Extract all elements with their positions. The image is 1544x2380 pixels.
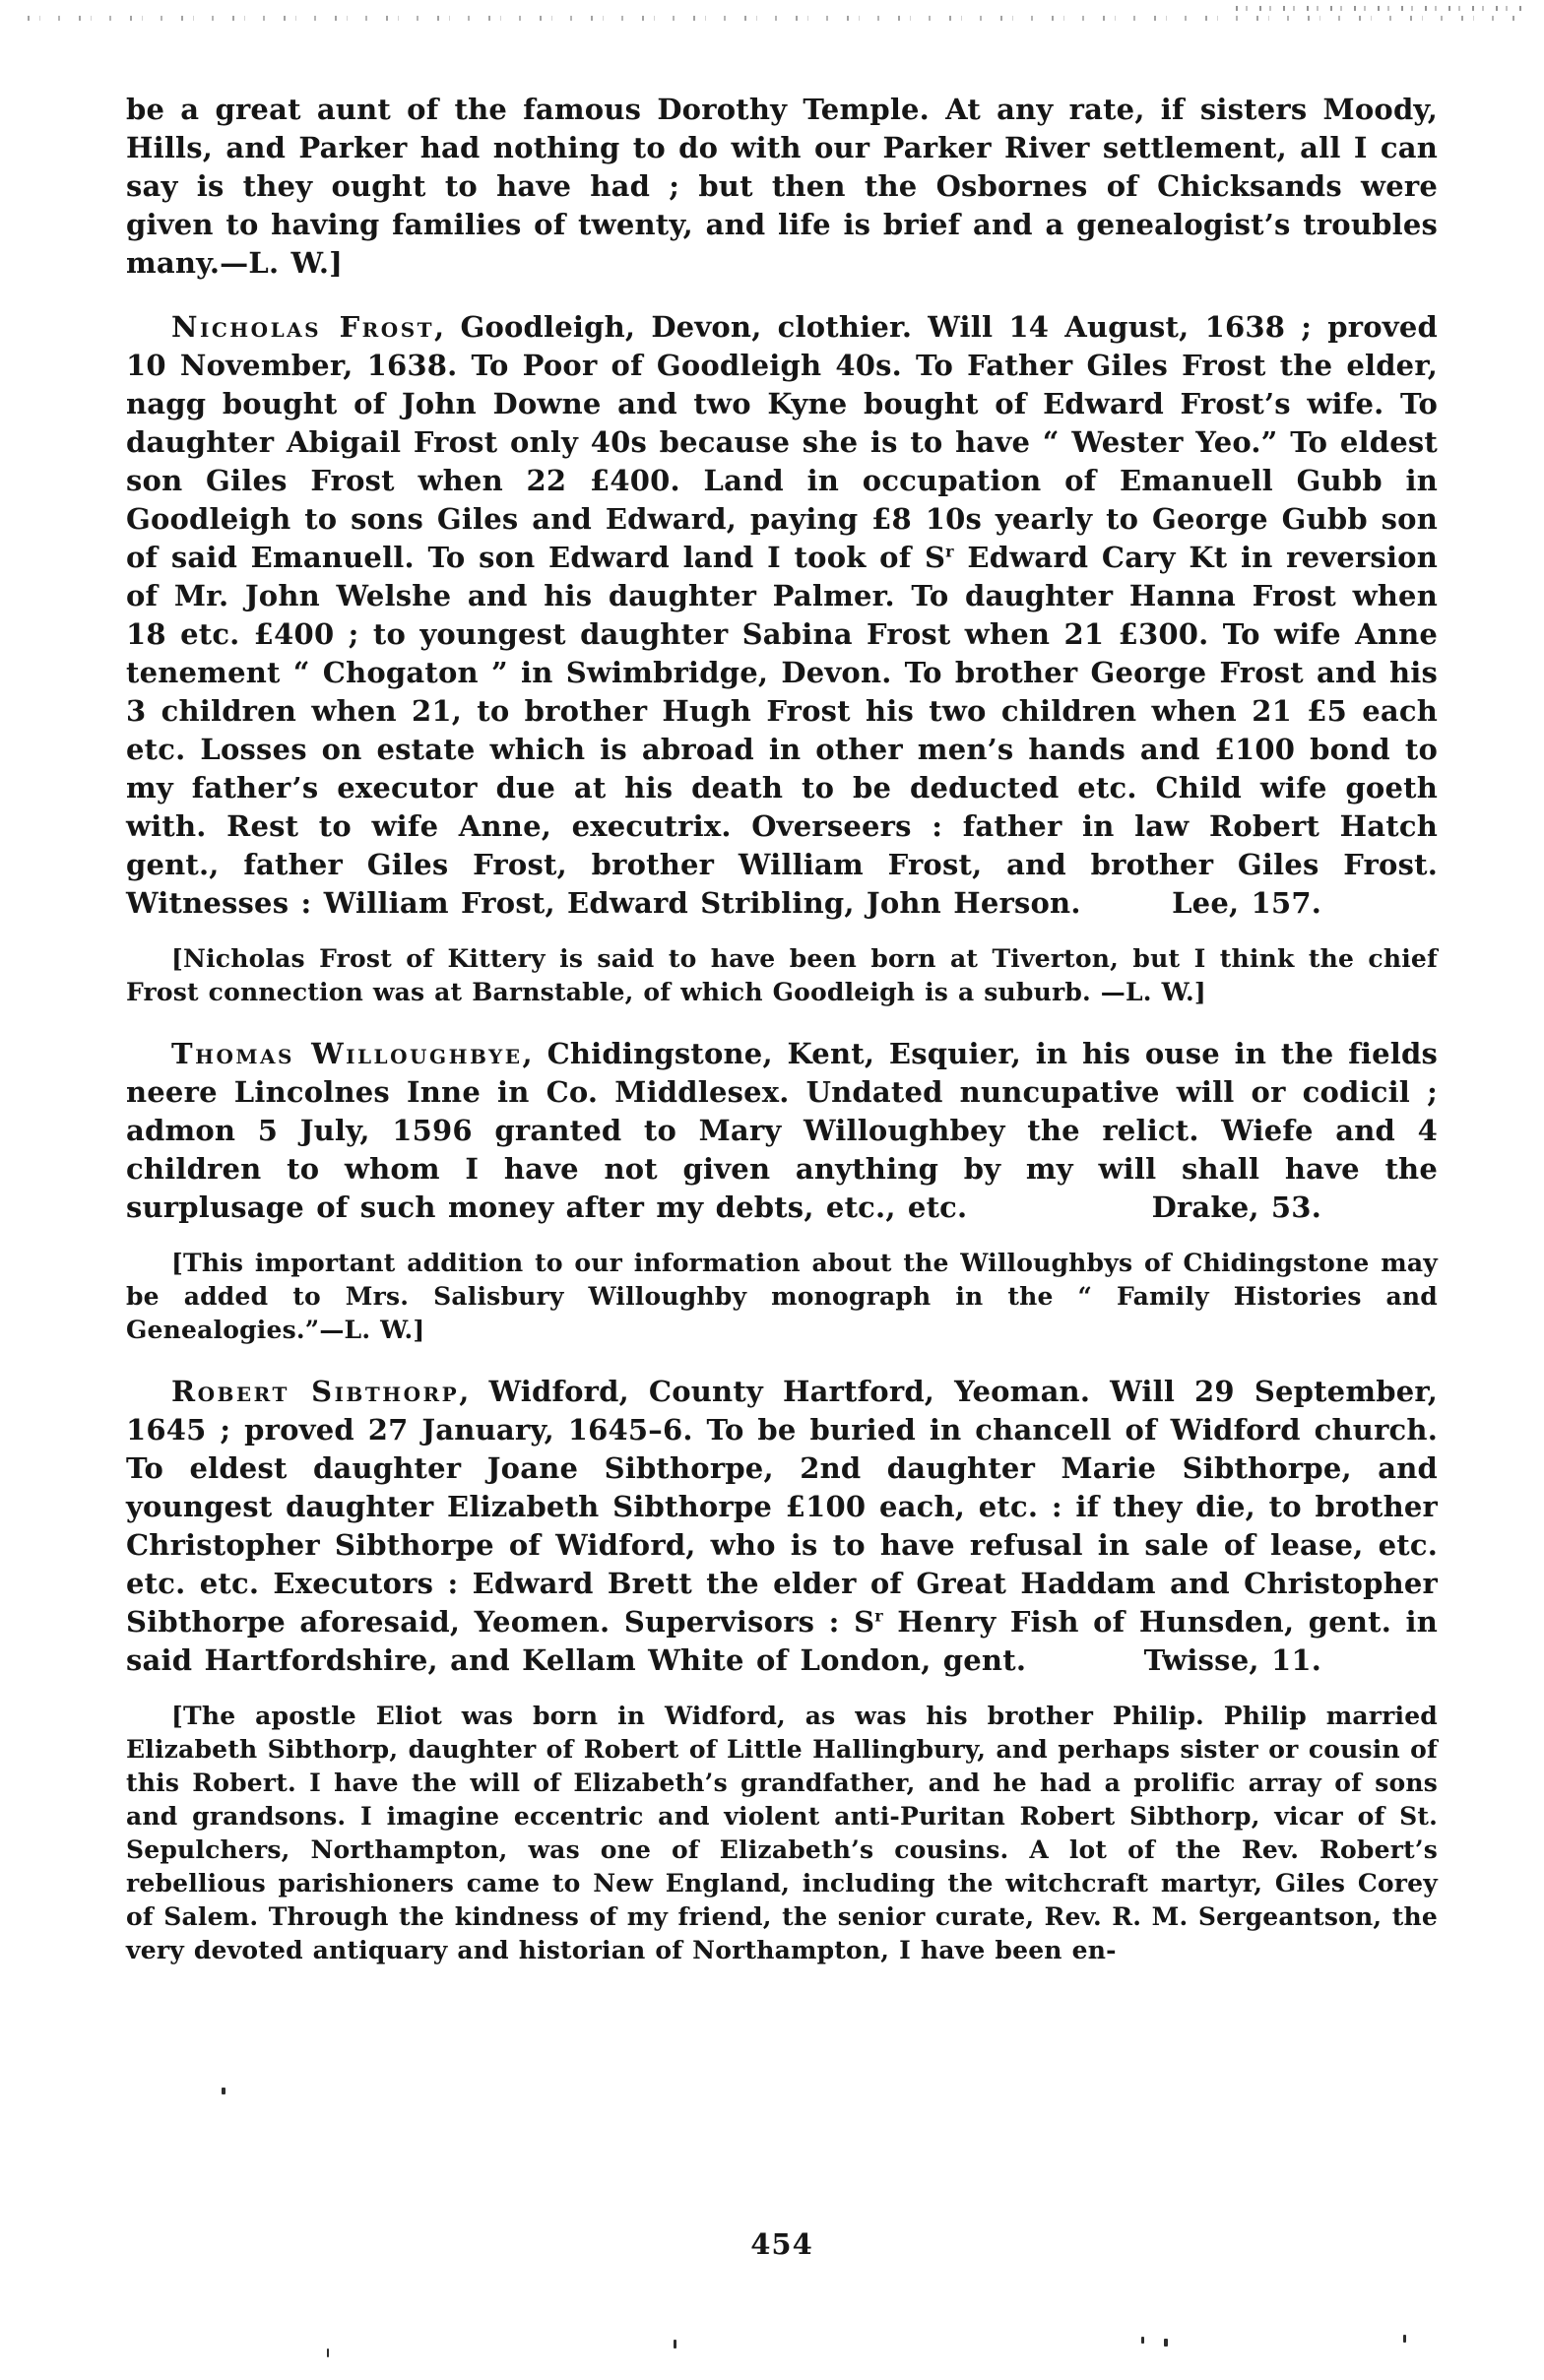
scan-speck: [327, 2348, 329, 2357]
paragraph-text: r: [945, 542, 954, 561]
page-text-column: [126, 91, 1438, 1967]
scan-noise-top-right: [1236, 6, 1522, 11]
scan-noise-top-row: [28, 16, 1518, 21]
will-abstract-robert-sibthorp: [126, 1373, 1438, 1680]
editorial-note-willoughbys: [126, 1247, 1438, 1347]
scan-speck: [1403, 2335, 1406, 2343]
testator-name: Thomas Willoughbye: [171, 1037, 523, 1070]
will-abstract-thomas-willoughbye: [126, 1035, 1438, 1227]
source-citation: Lee, 157.: [1172, 886, 1321, 920]
editorial-note-eliot-widford: [126, 1700, 1438, 1967]
source-citation: Drake, 53.: [1151, 1190, 1321, 1224]
paragraph-text: [The apostle Eliot was born in Widford, as was his brother Philip. Philip married Elizabeth Sibthorp, daughter of Robert of Little Hallingbury, and perhaps sister or cousin of this Robert. I have the will of Elizabeth’s grandfather, and he had a prolific array of sons and grandsons. I imagine eccentric and violent anti-Puritan Robert Sibthorp, vicar of St. Sepulchers, Northampton, was one of Elizabeth’s cousins. A lot of the Rev. Robert’s rebellious parishioners came to New England, including the witchcraft martyr, Giles Corey of Salem. Through the kindness of my friend, the senior curate, Rev. R. M. Sergeantson, the very devoted antiquary and historian of Northampton, I have been en-: [126, 1702, 1438, 1964]
paragraph-text: , Goodleigh, Devon, clothier. Will 14 August, 1638 ; proved 10 November, 1638. To Poor of Goodleigh 40s. To Father Giles Frost the elder, nagg bought of John Downe and two Kyne bought of Edward Frost’s wife. To daughter Abigail Frost only 40s because she is to have “ Wester Yeo.” To eldest son Giles Frost when 22 £400. Land in occupation of Emanuell Gubb in Goodleigh to sons Giles and Edward, paying £8 10s yearly to George Gubb son of said Emanuell. To son Edward land I took of S: [126, 310, 1438, 574]
editorial-note-frost-kittery: [126, 942, 1438, 1009]
testator-name: Robert Sibthorp: [171, 1375, 460, 1408]
paragraph-text: [Nicholas Frost of Kittery is said to have been born at Tiverton, but I think the chief Frost connection was at Barnstable, of which Goodleigh is a suburb. —L. W.]: [126, 944, 1438, 1006]
paragraph-text: Henry Fish of Hunsden, gent. in said Hartfordshire, and Kellam White of London, gent.: [126, 1605, 1438, 1677]
scan-speck: [674, 2340, 676, 2348]
paragraph-text: , Chidingstone, Kent, Esquier, in his ouse in the fields neere Lincolnes Inne in Co. Middlesex. Undated nuncupative will or codicil ; admon 5 July, 1596 granted to Mary Willoughbey the relict. Wiefe and 4 children to whom I have not given anything by my will shall have the surplusage of such money after my debts, etc., etc.: [126, 1037, 1438, 1224]
source-citation: Twisse, 11.: [1143, 1643, 1321, 1677]
paragraph-text: , Widford, County Hartford, Yeoman. Will 29 September, 1645 ; proved 27 January, 1645–6. To be buried in chancell of Widford church. To eldest daughter Joane Sibthorpe, 2nd daughter Marie Sibthorpe, and youngest daughter Elizabeth Sibthorpe £100 each, etc. : if they die, to brother Christopher Sibthorpe of Widford, who is to have refusal in sale of lease, etc. etc. etc. Executors : Edward Brett the elder of Great Haddam and Christopher Sibthorpe aforesaid, Yeomen. Supervisors : S: [126, 1375, 1439, 1639]
scan-speck: [222, 2088, 225, 2094]
paragraph-text: be a great aunt of the famous Dorothy Temple. At any rate, if sisters Moody, Hills, and Parker had nothing to do with our Parker River settlement, all I can say is they ought to have had ; but then the Osbornes of Chicksands were given to having families of twenty, and life is brief and a genealogist’s troubles many.—L. W.]: [126, 93, 1438, 280]
scan-speck: [1164, 2339, 1168, 2347]
paragraph-text: [This important addition to our information about the Willoughbys of Chidingstone may be added to Mrs. Salisbury Willoughby monograph in the “ Family Histories and Genealogies.”—L. W.]: [126, 1249, 1438, 1344]
paragraph-text: Edward Cary Kt in reversion of Mr. John Welshe and his daughter Palmer. To daughter Hanna Frost when 18 etc. £400 ; to youngest daughter Sabina Frost when 21 £300. To wife Anne tenement “ Chogaton ” in Swimbridge, Devon. To brother George Frost and his 3 children when 21, to brother Hugh Frost his two children when 21 £5 each etc. Losses on estate which is abroad in other men’s hands and £100 bond to my father’s executor due at his death to be deducted etc. Child wife goeth with. Rest to wife Anne, executrix. Overseers : father in law Robert Hatch gent., father Giles Frost, brother William Frost, and brother Giles Frost. Witnesses : William Frost, Edward Stribling, John Herson.: [126, 541, 1438, 920]
page-number: 454: [750, 2227, 813, 2261]
testator-name: Nicholas Frost: [171, 310, 435, 344]
editorial-note-continuation-temple: [126, 91, 1438, 283]
scan-speck: [1141, 2337, 1144, 2344]
will-abstract-nicholas-frost: [126, 308, 1438, 923]
paragraph-text: r: [874, 1606, 883, 1626]
